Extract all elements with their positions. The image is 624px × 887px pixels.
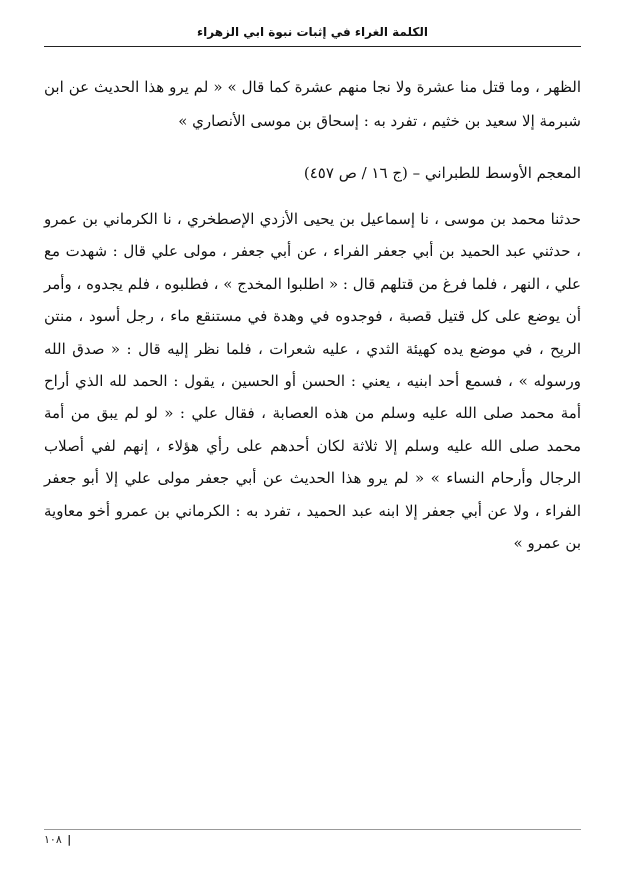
footer-divider <box>44 829 581 830</box>
page-number-separator: | <box>67 833 72 846</box>
hadith-paragraph: حدثنا محمد بن موسى ، نا إسماعيل بن يحيى الأزدي الإصطخري ، نا الكرماني بن عمرو ، حدثني عبد الحميد بن أبي جعفر الفراء ، عن أبي جعفر ، مولى علي قال : شهدت مع علي ، النهر ، فلما فرغ من قتلهم قال : « اطلبوا المخدج » ، فطلبوه ، فلم يجدوه ، وأمر أن يوضع على كل قتيل قصبة ، فوجدوه في وهدة في مستنقع ماء ، رجل أسود ، منتن الريح ، في موضع يده كهيئة الثدي ، عليه شعرات ، فلما نظر إليه قال : « صدق الله ورسوله » ، فسمع أحد ابنيه ، يعني : الحسن أو الحسين ، يقول : الحمد لله الذي أراح أمة محمد صلى الله عليه وسلم من هذه العصابة ، فقال علي : « لو لم يبق من أمة محمد صلى الله عليه وسلم إلا ثلاثة لكان أحدهم على رأي هؤلاء ، إنهم لفي أصلاب الرجال وأرحام النساء » « لم يرو هذا الحديث عن أبي جعفر مولى علي إلا أبو جعفر الفراء ، ولا عن أبي جعفر إلا ابنه عبد الحميد ، تفرد به : الكرماني بن عمرو أخو معاوية بن عمرو » <box>44 210 581 553</box>
running-header: الكلمة الغراء في إثبات نبوة ابي الزهراء <box>197 25 428 39</box>
source-citation: المعجم الأوسط للطبراني – (ج ١٦ / ص ٤٥٧) <box>303 164 581 182</box>
header-divider <box>44 46 581 47</box>
paragraph-continuation: الظهر ، وما قتل منا عشرة ولا نجا منهم عشرة كما قال » « لم يرو هذا الحديث عن ابن شبرمة إلا سعيد بن خثيم ، تفرد به : إسحاق بن موسى الأنصاري » <box>44 78 581 130</box>
page-footer <box>44 832 71 848</box>
page-number: ١٠٨ <box>44 833 62 846</box>
